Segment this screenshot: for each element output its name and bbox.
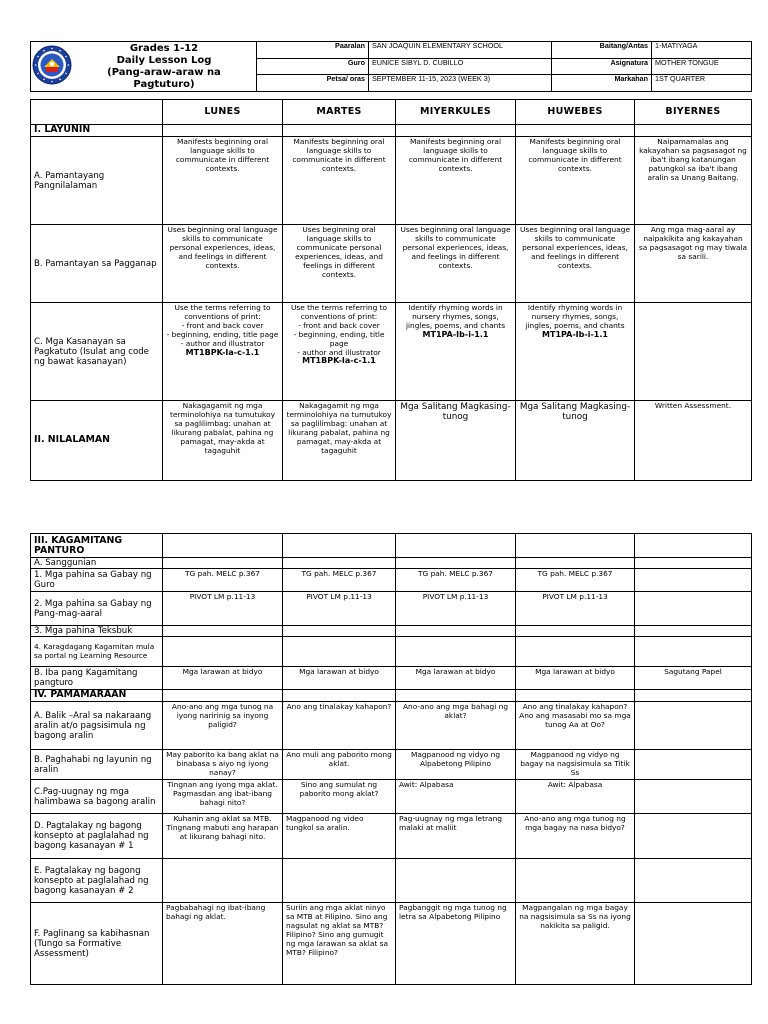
table-cell (635, 637, 752, 667)
table-cell: PIVOT LM p.11-13 (516, 592, 635, 626)
info-label: Guro (257, 58, 369, 75)
table-cell: Manifests beginning oral language skills to communicate in different contexts. (516, 137, 635, 225)
table-row (31, 750, 752, 780)
info-value: MOTHER TONGUE (652, 58, 752, 75)
section-title: III. KAGAMITANG PANTURO (31, 534, 163, 558)
table-row (31, 667, 752, 690)
day-header: MIYERKULES (396, 100, 516, 125)
table-cell: PIVOT LM p.11-13 (396, 592, 516, 626)
table-row (31, 780, 752, 814)
table-cell (163, 626, 283, 637)
title-line: Daily Lesson Log (116, 55, 212, 66)
title-line: Grades 1-12 (129, 43, 199, 54)
row-label: E. Pagtalakay ng bagong konsepto at paglalahad ng bagong kasanayan # 2 (31, 859, 163, 903)
table-cell: Sino ang sumulat ng paborito mong aklat? (283, 780, 396, 814)
days-header-row (31, 100, 752, 125)
table-cell: Manifests beginning oral language skills to communicate in different contexts. (396, 137, 516, 225)
table-cell (516, 303, 635, 401)
table-row (31, 702, 752, 750)
section-row (31, 690, 752, 702)
table-cell (283, 558, 396, 569)
table-cell: PIVOT LM p.11-13 (283, 592, 396, 626)
table-cell: Written Assessment. (635, 401, 752, 481)
table-cell: Mga Salitang Magkasing-tunog (396, 401, 516, 481)
table-cell (635, 702, 752, 750)
table-cell (396, 637, 516, 667)
row-label: B. Pamantayan sa Pagganap (31, 225, 163, 303)
cell-line: Identify rhyming words in nursery rhymes, songs, jingles, poems, and chants (405, 303, 506, 330)
table-cell: TG pah. MELC p.367 (516, 569, 635, 592)
info-value: 1ST QUARTER (652, 75, 752, 92)
row-label: B. Iba pang Kagamitang pangturo (31, 667, 163, 690)
table-row (31, 859, 752, 903)
row-label: C.Pag-uugnay ng mga halimbawa sa bagong aralin (31, 780, 163, 814)
table-cell (163, 637, 283, 667)
table-cell: Manifests beginning oral language skills to communicate in different contexts. (283, 137, 396, 225)
table-cell: Ano muli ang paborito mong aklat. (283, 750, 396, 780)
table-cell: TG pah. MELC p.367 (163, 569, 283, 592)
cell-line: - author and illustrator (180, 338, 265, 348)
table-row (31, 637, 752, 667)
table-cell (396, 626, 516, 637)
table-cell (635, 626, 752, 637)
table-cell: Pagbabahagi ng ibat-ibang bahagi ng aklat. (163, 903, 283, 985)
table-cell (396, 303, 516, 401)
cell-line: - front and back cover (298, 320, 380, 330)
table-cell: TG pah. MELC p.367 (283, 569, 396, 592)
table-row (31, 814, 752, 859)
table-cell: Mga larawan at bidyo (396, 667, 516, 690)
table-cell: Suriin ang mga aklat ninyo sa MTB at Filipino. Sino ang nagsulat ng aklat sa MTB? Filipino? Sino ang gumugit ng mga larawan sa aklat sa MTB? Filipino? (283, 903, 396, 985)
table-cell: Ang mga mag-aaral ay naipakikita ang kakayahan sa pagsasagot ng may tiwala sa sarili. (635, 225, 752, 303)
table-cell: Ano-ano ang mga bahagi ng aklat? (396, 702, 516, 750)
table-cell (163, 303, 283, 401)
table-cell: Naipamamalas ang kakayahan sa pagsasagot ng iba't ibang katanungan patungkol sa iba't ibang aralin sa Unang Baitang. (635, 137, 752, 225)
table-row (31, 626, 752, 637)
table-row (31, 558, 752, 569)
table-cell (396, 859, 516, 903)
table-row (31, 225, 752, 303)
table-cell (516, 626, 635, 637)
table-cell (635, 558, 752, 569)
cell-line: - front and back cover (181, 320, 264, 330)
info-label: Markahan (552, 75, 652, 92)
info-value: 1-MATIYAGA (652, 42, 752, 59)
table-cell: May paborito ka bang aklat na binabasa s aiyo ng iyong nanay? (163, 750, 283, 780)
row-label: F. Paglinang sa kabihasnan (Tungo sa Formative Assessment) (31, 903, 163, 985)
row-label: C. Mga Kasanayan sa Pagkatuto (Isulat ang code ng bawat kasanayan) (31, 303, 163, 401)
table-cell (635, 814, 752, 859)
table-cell: Nakagagamit ng mga terminolohiya na tumutukoy sa paglilimbag: unahan at likurang pabalat, pahina ng pamagat, may-akda at tagaguhit (163, 401, 283, 481)
cell-line: - beginning, ending, title page (166, 329, 279, 339)
table-cell: Magpanood ng vidyo ng bagay na nagsisimula sa Titik Ss (516, 750, 635, 780)
day-header: LUNES (163, 100, 283, 125)
table-cell (283, 637, 396, 667)
table-cell (635, 592, 752, 626)
day-header: HUWEBES (516, 100, 635, 125)
table-cell: Awit: Alpabasa (516, 780, 635, 814)
competency-code: MT1BPK-Ia-c-1.1 (302, 356, 376, 366)
table-cell: Ano ang tinalakay kahapon? Ano ang masasabi mo sa mga tunog Aa at Oo? (516, 702, 635, 750)
table-cell: Ano-ano ang mga tunog na iyong naririnig sa inyong paligid? (163, 702, 283, 750)
info-value: SAN JOAQUIN ELEMENTARY SCHOOL (369, 42, 552, 59)
competency-code: MT1BPK-Ia-c-1.1 (185, 347, 260, 357)
info-label: Baitang/Antas (552, 42, 652, 59)
section-title: IV. PAMAMARAAN (31, 690, 163, 702)
section-title: II. NILALAMAN (31, 401, 163, 481)
table-cell (516, 637, 635, 667)
row-label: A. Sanggunian (31, 558, 163, 569)
competency-code: MT1PA-Ib-i-1.1 (542, 329, 608, 339)
table-cell: Mga larawan at bidyo (163, 667, 283, 690)
section-title: I. LAYUNIN (31, 125, 163, 137)
day-header: MARTES (283, 100, 396, 125)
row-label: 1. Mga pahina sa Gabay ng Guro (31, 569, 163, 592)
table-cell: Magpanood ng video tungkol sa aralin. (283, 814, 396, 859)
table-row (31, 401, 752, 481)
document-title (76, 43, 252, 91)
table-row (31, 303, 752, 401)
table-cell: Mga larawan at bidyo (516, 667, 635, 690)
table-cell: Kuhanin ang aklat sa MTB. Tingnang mabuti ang harapan at likurang bahagi nito. (163, 814, 283, 859)
info-label: Asignatura (552, 58, 652, 75)
table-row (31, 137, 752, 225)
cell-line: - beginning, ending, title page (293, 329, 385, 348)
row-label: 4. Karagdagang Kagamitan mula sa portal ng Learning Resource (31, 637, 163, 667)
day-header: BIYERNES (635, 100, 752, 125)
table-cell (516, 558, 635, 569)
title-line: (Pang-araw-araw na (107, 67, 221, 78)
table-cell: PIVOT LM p.11-13 (163, 592, 283, 626)
table-cell (635, 903, 752, 985)
table-cell (283, 626, 396, 637)
table-cell (283, 859, 396, 903)
lesson-table-top (30, 99, 752, 481)
table-cell: Mga Salitang Magkasing-tunog (516, 401, 635, 481)
cell-line: - author and illustrator (297, 347, 381, 357)
table-cell (396, 558, 516, 569)
table-cell (283, 303, 396, 401)
table-cell (635, 569, 752, 592)
table-cell: Magpanood ng vidyo ng Alpabetong Pilipino (396, 750, 516, 780)
table-row (31, 903, 752, 985)
section-row (31, 125, 752, 137)
row-label: A. Balik –Aral sa nakaraang aralin at/o pagsisimula ng bagong aralin (31, 702, 163, 750)
corner-cell (31, 100, 163, 125)
table-cell: Pag-uugnay ng mga letrang malaki at maliit (396, 814, 516, 859)
table-cell: Uses beginning oral language skills to communicate personal experiences, ideas, and feelings in different contexts. (516, 225, 635, 303)
table-cell (516, 859, 635, 903)
table-cell: Uses beginning oral language skills to communicate personal experiences, ideas, and feelings in different contexts. (283, 225, 396, 303)
table-cell: Magpangalan ng mga bagay na nagsisimula sa Ss na iyong nakikita sa paligid. (516, 903, 635, 985)
table-cell (635, 780, 752, 814)
lesson-table-bottom (30, 533, 752, 985)
row-label: B. Paghahabi ng layunin ng aralin (31, 750, 163, 780)
cell-line: Identify rhyming words in nursery rhymes, songs, jingles, poems, and chants (525, 303, 625, 330)
table-cell: Uses beginning oral language skills to communicate personal experiences, ideas, and feelings in different contexts. (396, 225, 516, 303)
table-cell: Sagutang Papel (635, 667, 752, 690)
table-cell: Uses beginning oral language skills to communicate personal experiences, ideas, and feelings in different contexts. (163, 225, 283, 303)
info-label: Paaralan (257, 42, 369, 59)
competency-code: MT1PA-Ib-i-1.1 (422, 329, 489, 339)
table-row (31, 592, 752, 626)
table-cell: Pagbanggit ng mga tunog ng letra sa Alpabetong Pilipino (396, 903, 516, 985)
deped-seal-icon (32, 45, 72, 85)
info-label: Petsa/ oras (257, 75, 369, 92)
section-row (31, 534, 752, 558)
table-cell: TG pah. MELC p.367 (396, 569, 516, 592)
table-row (31, 569, 752, 592)
cell-line: Use the terms referring to conventions of print: (290, 303, 388, 321)
table-cell (163, 558, 283, 569)
table-cell: Manifests beginning oral language skills to communicate in different contexts. (163, 137, 283, 225)
table-cell: Nakagagamit ng mga terminolohiya na tumutukoy sa paglilimbag: unahan at likurang pabalat, pahina ng pamagat, may-akda at tagaguhit (283, 401, 396, 481)
table-cell: Ano-ano ang mga tunog ng mga bagay na nasa bidyo? (516, 814, 635, 859)
title-line: Pagtuturo) (133, 79, 195, 90)
info-value: EUNICE SIBYL D. CUBILLO (369, 58, 552, 75)
table-cell (635, 750, 752, 780)
table-cell (635, 303, 752, 401)
cell-line: Use the terms referring to conventions of print: (174, 303, 271, 321)
table-cell (635, 859, 752, 903)
row-label: 3. Mga pahina Teksbuk (31, 626, 163, 637)
table-cell: Awit: Alpabasa (396, 780, 516, 814)
table-cell (163, 859, 283, 903)
info-value: SEPTEMBER 11-15, 2023 (WEEK 3) (369, 75, 552, 92)
table-cell: Ano ang tinalakay kahapon? (283, 702, 396, 750)
row-label: A. Pamantayang Pangnilalaman (31, 137, 163, 225)
table-cell: Mga larawan at bidyo (283, 667, 396, 690)
table-cell: Tingnan ang iyong mga aklat. Pagmasdan ang ibat-ibang bahagi nito? (163, 780, 283, 814)
row-label: D. Pagtalakay ng bagong konsepto at paglalahad ng bagong kasanayan # 1 (31, 814, 163, 859)
row-label: 2. Mga pahina sa Gabay ng Pang-mag-aaral (31, 592, 163, 626)
